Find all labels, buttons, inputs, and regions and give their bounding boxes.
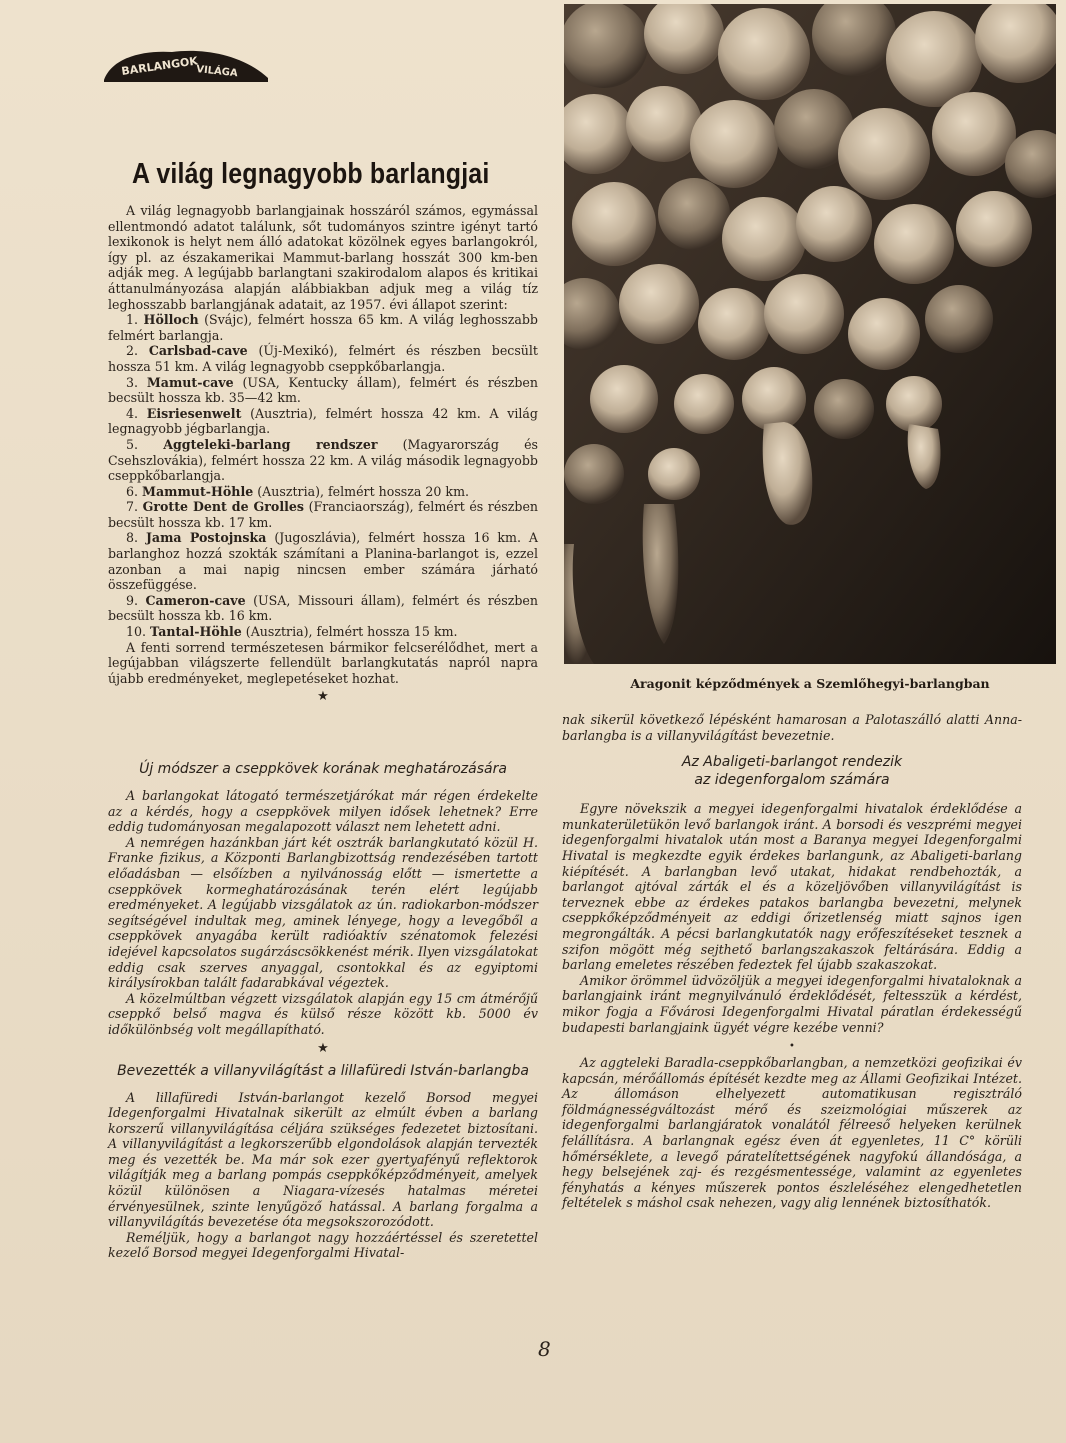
list-item: 6. Mammut-Höhle (Ausztria), felmért hossza 20 km.	[126, 483, 470, 499]
section1-paragraph: A nemrégen hazánkban járt két osztrák barlangkutató közül H. Franke fizikus, a Központi Barlangbizottság rendezésében tartott előadásban — elsőízben a nyilvánosság előtt — ismertette a cseppkövek kormeghatározásának terén elért legújabb eredményeket. A legújabb vizsgálatok az ún. radiokarbon-módszer segítségével indultak meg, aminek lényege, hogy a levegőből a cseppkövek anyagába került radióaktív szénatomok felezési idejével kapcsolatos sugárzáscsökkenést mérik. Ilyen vizsgálatokat eddig csak szerves anyaggal, csontokkal és az egyiptomi királysírokban talált fadarabkával végeztek.	[108, 834, 538, 991]
list-closing-paragraph: A fenti sorrend természetesen bármikor felcserélődhet, mert a legújabban világszerte fellendült barlangkutatás napról napra újabb eredményeket, meglepetéseket hozhat.	[108, 639, 538, 686]
logo-text-2: VILÁGA	[195, 64, 239, 80]
section3-paragraph: Egyre növekszik a megyei idegenforgalmi hivatalok érdeklődése a munkaterületükön levő barlangok iránt. A borsodi és veszprémi megyei idegenforgalmi hivatalok után most a Baranya megyei Idegenforgalmi Hivatal is megkezdte egyik érdekes barlangunk, az Abaligeti-barlang kiépítését. A barlangban levő utakat, hidakat rendbehozták, a barlangot ajtóval zárták el és a közeljövőben villanyvilágítást is terveznek ebbe az érdekes patakos barlangba bevezetni, melynek cseppkőképződményeit az eddigi őrizetlenség miatt sajnos igen megrongálták. A pécsi barlangkutatók nagy erőfeszítéseket tesznek a szifon mögött még sejthető barlangszakaszok feltárására. Eddig a barlang emeletes részében fedeztek fel újabb szakaszokat.	[562, 801, 1022, 973]
aragonite-formations-image	[564, 4, 1056, 664]
right-column	[562, 712, 1022, 1211]
aragonite-photo	[564, 4, 1056, 664]
section2-paragraph: Reméljük, hogy a barlangot nagy hozzáértéssel és szeretettel kezelő Borsod megyei Idegenforgalmi Hivatal-	[108, 1229, 538, 1261]
separator-star-icon: ★	[317, 689, 329, 705]
page-number: 8	[538, 1337, 551, 1361]
photo-caption: Aragonit képződmények a Szemlőhegyi-barlangban	[630, 676, 990, 691]
section3-title-line1: Az Abaligeti-barlangot rendezik	[681, 754, 903, 771]
left-column-bottom	[108, 752, 538, 1261]
logo-text-1: BARLANGOK	[120, 54, 199, 78]
section3-title-line2: az idegenforgalom számára	[694, 772, 890, 789]
section4-paragraph: Az aggteleki Baradla-cseppkőbarlangban, a nemzetközi geofizikai év kapcsán, mérőállomás építését kezdte meg az Állami Geofizikai Intézet. Az állomáson elhelyezett automatikusan regisztráló földmágnességváltozást mérő és szeizmológiai műszerek az idegenforgalmi barlangjáratok vonalától félreeső helyeken kerülnek felállításra. A barlangnak egész éven át egyenletes, 11 C° körüli hőmérséklete, a levegő páratelítettségének nagyfokú állandósága, a hegy belsejének zaj- és rezgésmentessége, valamint az egyenletes fényhatás a kényes műszerek pontos észleléséhez elengedhetetlen feltételek s máshol csak nehezen, vagy alig lennének biztosíthatók.	[562, 1055, 1022, 1211]
list-item: 3. Mamut-cave (USA, Kentucky állam), felmért és részben becsült hossza kb. 35—42 km.	[108, 374, 538, 406]
left-column-top	[108, 203, 538, 708]
section3-title	[562, 753, 1022, 789]
list-item: 10. Tantal-Höhle (Ausztria), felmért hossza 15 km.	[126, 624, 458, 640]
section2-continuation: nak sikerül következő lépésként hamarosan a Palotaszálló alatti Anna-barlangba is a villanyvilágítást bevezetnie.	[562, 712, 1022, 743]
section1-paragraph: A közelmúltban végzett vizsgálatok alapján egy 15 cm átmérőjű cseppkő belső magva és külső része között kb. 5000 év időkülönbség volt megállapítható.	[108, 990, 538, 1037]
section-logo	[102, 44, 270, 84]
section3-paragraph: Amikor örömmel üdvözöljük a megyei idegenforgalmi hivataloknak a barlangjaink iránt megnyilvánuló érdeklődését, feltesszük a kérdést, mikor fogja a Fővárosi Idegenforgalmi Hivatal páratlan érdekességű budapesti barlangjaink ügyét végre kezébe venni?	[562, 972, 1022, 1035]
list-item: 5. Aggteleki-barlang rendszer (Magyarország és Csehszlovákia), felmért hossza 22 km. A világ második legnagyobb cseppkőbarlangja.	[108, 436, 538, 484]
article-title: A világ legnagyobb barlangjai	[132, 158, 490, 190]
list-item: 2. Carlsbad-cave (Új-Mexikó), felmért és részben becsült hossza 51 km. A világ legnagyobb cseppkőbarlangja.	[108, 343, 538, 374]
list-item: 4. Eisriesenwelt (Ausztria), felmért hossza 42 km. A világ legnagyobb jégbarlangja.	[108, 405, 538, 437]
separator-star-icon: ★	[317, 1040, 329, 1056]
cave-list	[108, 312, 538, 639]
section1-title: Új módszer a cseppkövek korának meghatározására	[139, 761, 507, 777]
section1-paragraph: A barlangokat látogató természetjárókat már régen érdekelte az a kérdés, hogy a cseppkövek milyen idősek lehetnek? Erre eddig tudományosan megalapozott választ nem lehetett adni.	[108, 788, 538, 835]
cave-world-logo-icon	[102, 44, 270, 84]
separator-dot-icon: •	[789, 1041, 795, 1053]
section2-paragraph: A lillafüredi István-barlangot kezelő Borsod megyei Idegenforgalmi Hivatalnak sikerült az elmúlt évben a barlang korszerű villanyvilágítása céljára szükséges fedezetet biztosítani. A villanyvilágítást a legkorszerűbb elgondolások alapján tervezték meg és vezették be. Ma már sok ezer gyertyafényű reflektorok világítják meg a barlang pompás cseppkőképződményeit, amelyek közül különösen a Niagara-vízesés hatalmas méretei érvényesülnek, szinte lenyűgöző hatással. A barlang forgalma a villanyvilágítás bevezetése óta megsokszorozódott.	[108, 1089, 538, 1230]
list-item: 8. Jama Postojnska (Jugoszlávia), felmért hossza 16 km. A barlanghoz hozzá szokták számítani a Planina-barlangot is, ezzel azonban a mai napig nincsen ember számára járható összefüggése.	[108, 530, 538, 593]
intro-paragraph: A világ legnagyobb barlangjainak hosszáról számos, egymással ellentmondó adatot találunk, sőt tudományos szintre igényt tartó lexikonok is helyt nem álló adatokat közölnek egyes barlangokról, így pl. az északamerikai Mammut-barlang hosszát 300 km-ben adják meg. A legújabb barlangtani szakirodalom alapos és kritikai áttanulmányozása alapján alábbiakban adjuk meg a világ tíz leghosszabb barlangjának adatait, az 1957. évi állapot szerint:	[108, 203, 538, 312]
section2-title: Bevezették a villanyvilágítást a lillafüredi István-barlangba	[117, 1062, 529, 1079]
list-item: 9. Cameron-cave (USA, Missouri állam), felmért és részben becsült hossza kb. 16 km.	[108, 592, 538, 624]
list-item: 1. Hölloch (Svájc), felmért hossza 65 km. A világ leghosszabb felmért barlangja.	[108, 312, 538, 343]
list-item: 7. Grotte Dent de Grolles (Franciaország), felmért és részben becsült hossza kb. 17 km.	[108, 499, 539, 530]
